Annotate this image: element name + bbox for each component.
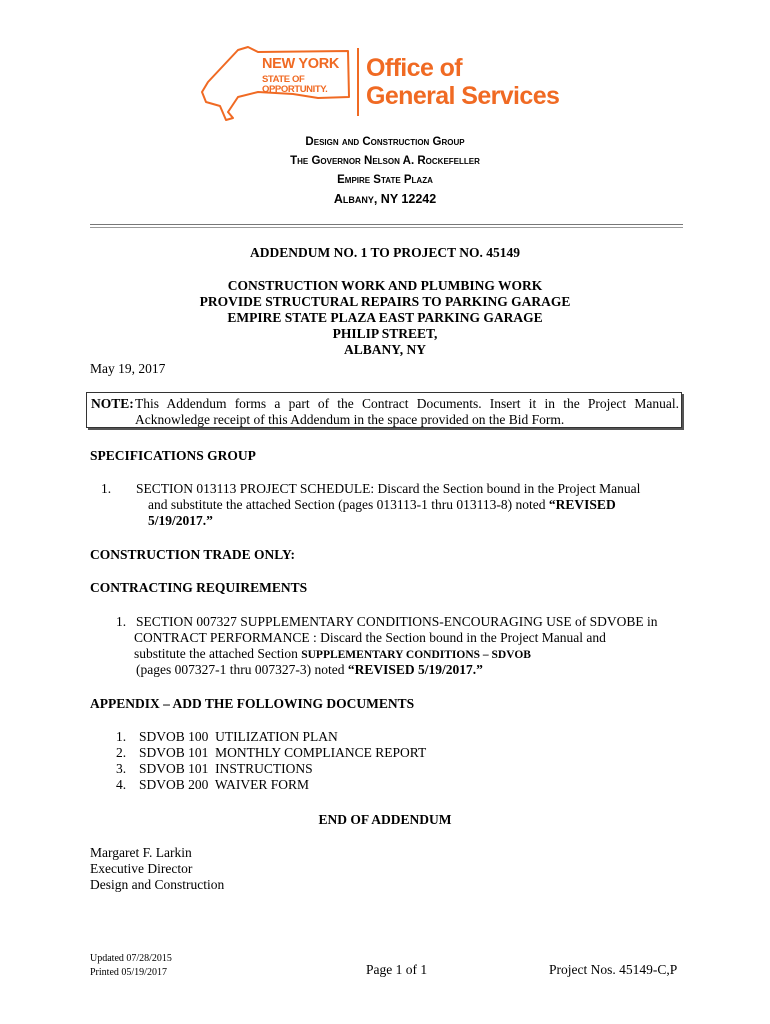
specifications-item-line-2-text: and substitute the attached Section (pages 013113-1 thru 013113-8) noted	[148, 497, 549, 512]
appendix-item: SDVOB 100 UTILIZATION PLAN	[139, 729, 338, 744]
construction-trade-heading: CONSTRUCTION TRADE ONLY:	[90, 547, 296, 562]
contracting-item-supplementary-conditions: SUPPLEMENTARY CONDITIONS – SDVOB	[301, 649, 531, 661]
project-line-1: CONSTRUCTION WORK AND PLUMBING WORK	[227, 278, 543, 293]
appendix-heading: APPENDIX – ADD THE FOLLOWING DOCUMENTS	[90, 696, 415, 711]
appendix-item-number: 2.	[116, 745, 127, 760]
signatory-department: Design and Construction	[90, 877, 225, 892]
appendix-item-number: 3.	[116, 761, 127, 776]
footer-page-number: Page 1 of 1	[366, 962, 428, 977]
project-line-4: PHILIP STREET,	[332, 326, 438, 341]
appendix-item-number: 4.	[116, 777, 127, 792]
appendix-item: SDVOB 101 INSTRUCTIONS	[139, 761, 313, 776]
header-rule-secondary	[90, 227, 683, 228]
logo-state-of-text: STATE OF	[262, 74, 305, 85]
note-box	[86, 392, 682, 428]
specifications-heading: SPECIFICATIONS GROUP	[90, 448, 256, 463]
addendum-title: ADDENDUM NO. 1 TO PROJECT NO. 45149	[249, 245, 521, 260]
ogs-logo	[198, 42, 578, 122]
note-text-line-2: Acknowledge receipt of this Addendum in the space provided on the Bid Form.	[135, 412, 565, 427]
appendix-item: SDVOB 101 MONTHLY COMPLIANCE REPORT	[139, 745, 427, 760]
contracting-item-line-2: CONTRACT PERFORMANCE : Discard the Section bound in the Project Manual and	[134, 630, 606, 645]
contracting-item-number: 1.	[116, 614, 127, 629]
contracting-item-line-3	[134, 646, 531, 664]
contracting-item-line-3-text: substitute the attached Section	[134, 646, 302, 661]
specifications-item-line-3: 5/19/2017.”	[148, 513, 213, 528]
contracting-heading: CONTRACTING REQUIREMENTS	[90, 580, 308, 595]
address-line-1: Design and Construction Group	[305, 136, 465, 148]
logo-office-of-text: Office of	[366, 54, 462, 82]
appendix-item: SDVOB 200 WAIVER FORM	[139, 777, 310, 792]
logo-opportunity-text: OPPORTUNITY.	[262, 84, 328, 95]
contracting-item-line-4-text: (pages 007327-1 thru 007327-3) noted	[136, 662, 348, 677]
project-line-5: ALBANY, NY	[343, 342, 426, 357]
address-line-3: Empire State Plaza	[337, 174, 433, 186]
address-line-4: Albany, NY 12242	[333, 192, 437, 206]
specifications-item-revised: “REVISED	[548, 497, 616, 512]
note-text-line-1: This Addendum forms a part of the Contract Documents. Insert it in the Project Manual.	[135, 396, 679, 411]
project-line-2: PROVIDE STRUCTURAL REPAIRS TO PARKING GARAGE	[199, 294, 571, 309]
footer-project-numbers: Project Nos. 45149-C,P	[549, 962, 678, 977]
footer-updated-date: Updated 07/28/2015	[90, 953, 172, 964]
specifications-item-line-1: SECTION 013113 PROJECT SCHEDULE: Discard the Section bound in the Project Manual	[136, 481, 641, 496]
signatory-title: Executive Director	[90, 861, 193, 876]
header-rule	[90, 224, 683, 225]
contracting-item-line-1: SECTION 007327 SUPPLEMENTARY CONDITIONS-ENCOURAGING USE of SDVOBE in	[136, 614, 658, 629]
note-label: NOTE:	[91, 396, 134, 411]
document-date: May 19, 2017	[90, 361, 166, 376]
specifications-item-number: 1.	[101, 481, 112, 496]
contracting-item-line-4	[136, 662, 483, 679]
footer-printed-date: Printed 05/19/2017	[90, 967, 167, 978]
end-of-addendum: END OF ADDENDUM	[318, 812, 452, 827]
appendix-item-number: 1.	[116, 729, 127, 744]
project-line-3: EMPIRE STATE PLAZA EAST PARKING GARAGE	[227, 310, 543, 325]
address-line-2: The Governor Nelson A. Rockefeller	[290, 155, 480, 167]
logo-general-services-text: General Services	[366, 82, 560, 110]
contracting-item-revised: “REVISED 5/19/2017.”	[347, 662, 483, 677]
logo-new-york-text: NEW YORK	[262, 56, 340, 72]
logo-divider	[357, 48, 359, 116]
signatory-name: Margaret F. Larkin	[90, 845, 192, 860]
specifications-item-line-2	[148, 497, 616, 514]
